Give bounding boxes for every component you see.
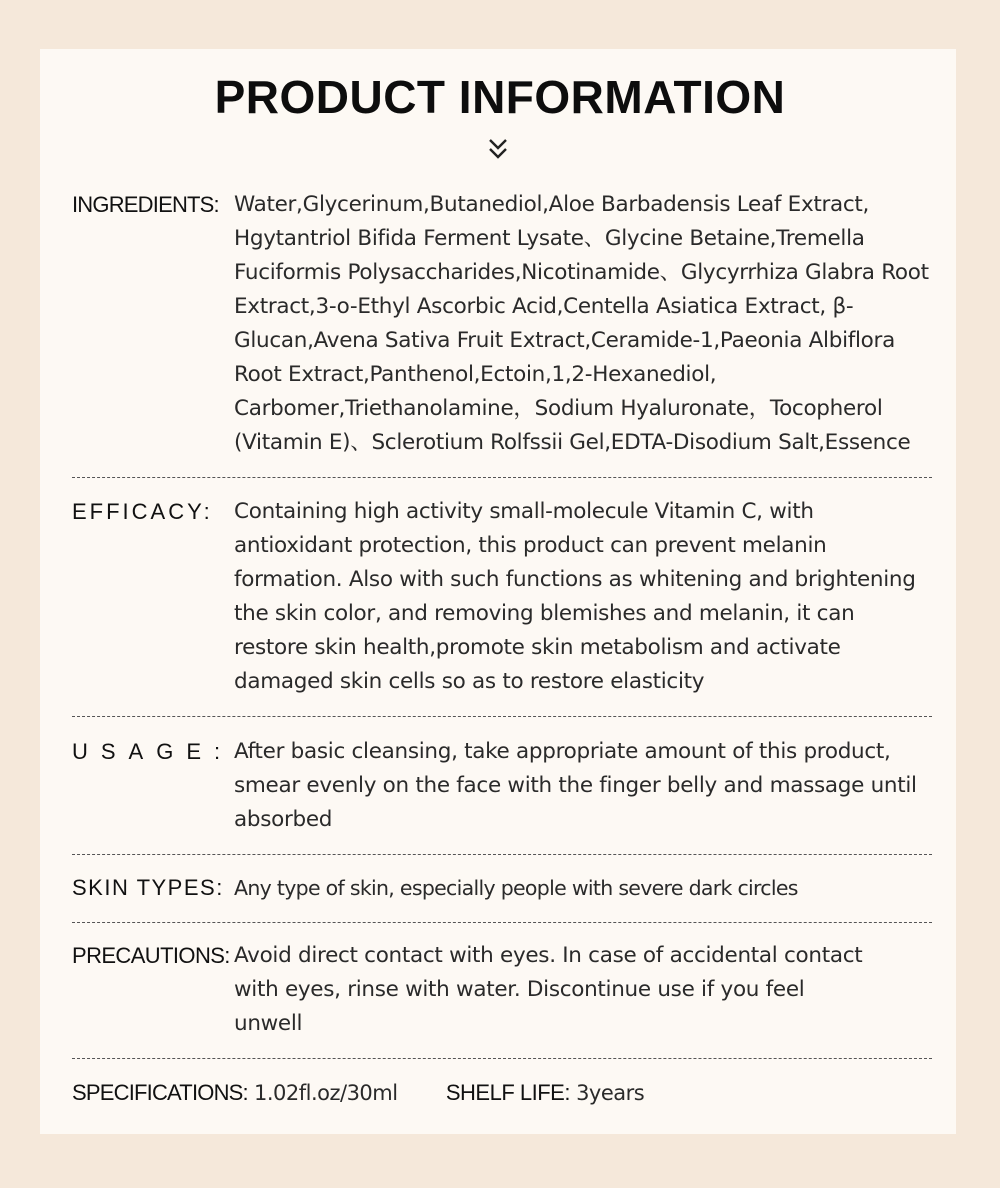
- divider: [72, 854, 932, 855]
- skin-types-text: Any type of skin, especially people with severe dark circles: [234, 876, 798, 900]
- shelf-life-label: SHELF LIFE:: [445, 1080, 570, 1105]
- double-chevron-down-icon: [486, 137, 510, 161]
- precautions-section: [72, 939, 932, 1041]
- efficacy-label: EFFICACY:: [72, 499, 213, 524]
- specifications-value: 1.02fl.oz/30ml: [253, 1081, 398, 1105]
- precautions-text: Avoid direct contact with eyes. In case of accidental contact with eyes, rinse with water. Discontinue use if you feel unwell: [234, 943, 863, 1036]
- ingredients-label: INGREDIENTS:: [72, 192, 219, 217]
- specifications-label: SPECIFICATIONS:: [72, 1080, 248, 1105]
- efficacy-section: [72, 495, 932, 699]
- divider: [72, 922, 932, 923]
- skin-types-section: [72, 871, 932, 905]
- ingredients-section: [72, 188, 932, 460]
- usage-section: [72, 735, 932, 837]
- efficacy-text: Containing high activity small-molecule Vitamin C, with antioxidant protection, this product can prevent melanin formation. Also with such functions as whitening and brightening the skin color, and removing blemishes and melanin, it can restore skin health,promote skin metabolism and activate damaged skin cells so as to restore elasticity: [234, 499, 916, 694]
- specifications-row: [72, 1076, 644, 1110]
- divider: [72, 1058, 932, 1059]
- usage-label: USAGE:: [72, 739, 234, 764]
- precautions-label: PRECAUTIONS:: [72, 943, 230, 968]
- skin-types-label: SKIN TYPES:: [72, 875, 224, 900]
- ingredients-text: Water,Glycerinum,Butanediol,Aloe Barbadensis Leaf Extract, Hgytantriol Bifida Ferment Lysate、Glycine Betaine,Tremella Fuciformis Polysaccharides,Nicotinamide、Glycyrrhiza Glabra Root Extract,3-o-Ethyl Ascorbic Acid,Centella Asiatica Extract, β-Glucan,Avena Sativa Fruit Extract,Ceramide-1,Paeonia Albiflora Root Extract,Panthenol,Ectoin,1,2-Hexanediol, Carbomer,Triethanolamine，Sodium Hyaluronate，Tocopherol (Vitamin E)、Sclerotium Rolfssii Gel,EDTA-Disodium Salt,Essence: [234, 192, 929, 455]
- shelf-life-value: 3years: [576, 1081, 645, 1105]
- usage-text: After basic cleansing, take appropriate amount of this product, smear evenly on the face with the finger belly and massage until absorbed: [234, 739, 917, 832]
- page-title: PRODUCT INFORMATION: [214, 71, 786, 123]
- divider: [72, 716, 932, 717]
- divider: [72, 477, 932, 478]
